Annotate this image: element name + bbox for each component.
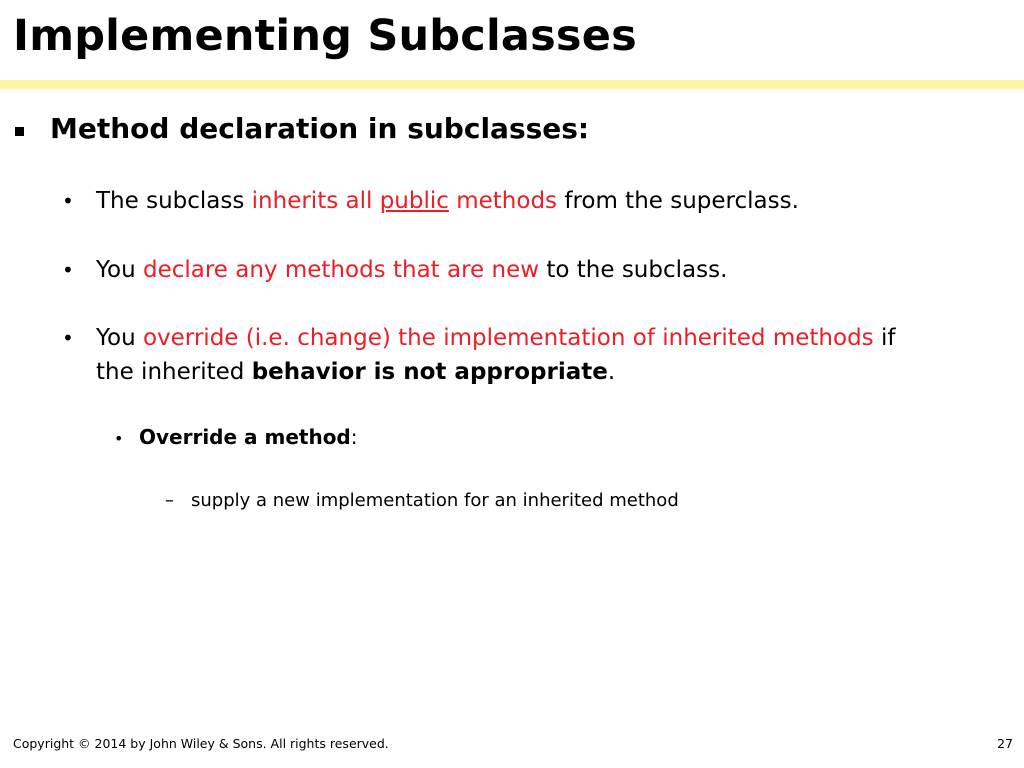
square-bullet-icon [15, 127, 24, 136]
slide-title: Implementing Subclasses [13, 11, 637, 61]
highlight-text: methods [456, 188, 558, 214]
highlight-text: override (i.e. change) the implementation of inherited methods [142, 325, 874, 351]
bullet-dot-icon: • [62, 258, 74, 282]
highlight-text: declare any methods that are new [142, 257, 540, 283]
page-number: 27 [997, 736, 1013, 751]
sub-bullet-override [139, 425, 358, 449]
sub-bullet-dot-icon: • [114, 429, 124, 448]
bold-text: behavior is not appropriate [251, 359, 608, 385]
bullet-text: You [96, 325, 143, 351]
bullet-dot-icon: • [62, 189, 74, 213]
bullet-override [96, 321, 916, 389]
highlight-text: inherits all [251, 188, 380, 214]
bullet-inherits [96, 184, 996, 218]
bullet-dot-icon: • [62, 326, 74, 350]
bold-text: Override a method [139, 425, 351, 449]
dash-bullet-icon: – [165, 490, 174, 511]
bullet-text: . [607, 359, 616, 385]
bullet-text: The subclass [96, 188, 252, 214]
bullet-text: from the superclass. [557, 188, 799, 214]
footer-copyright: Copyright © 2014 by John Wiley & Sons. All rights reserved. [13, 736, 389, 751]
sub-sub-bullet-detail: supply a new implementation for an inherited method [191, 490, 679, 511]
bullet-text: to the subclass. [539, 257, 728, 283]
bullet-declare [96, 253, 996, 287]
section-heading: Method declaration in subclasses: [50, 112, 590, 145]
highlight-underlined-text: public [379, 188, 449, 214]
bullet-text: You [96, 257, 143, 283]
colon-text: : [350, 425, 358, 449]
bullet-text: if the inherited [96, 325, 896, 385]
title-underline-bar [0, 80, 1024, 89]
